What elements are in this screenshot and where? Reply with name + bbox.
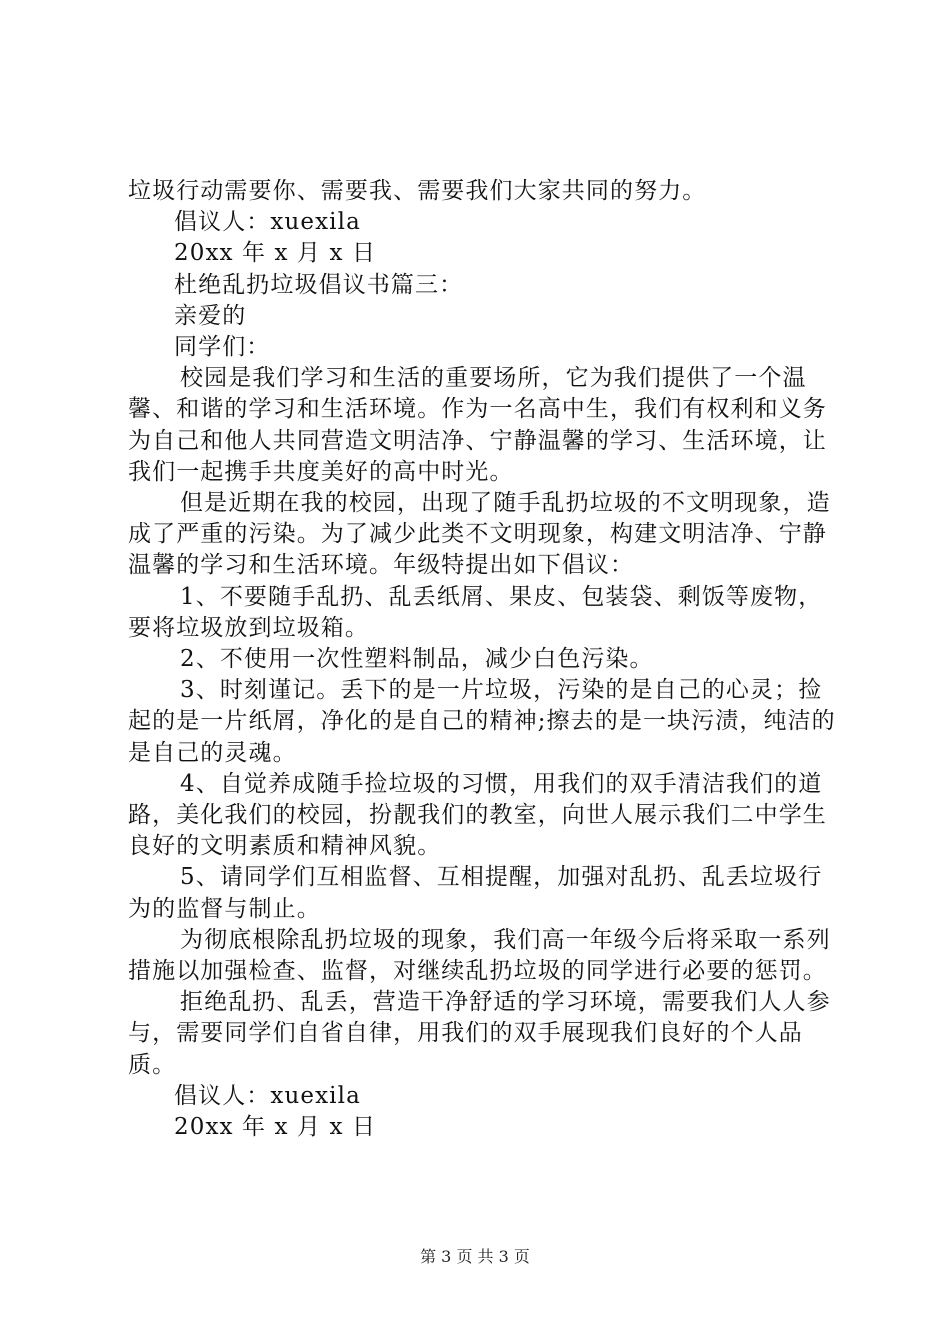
salutation-line: 同学们： (174, 334, 271, 361)
proposal-item: 4、自觉养成随手捡垃圾的习惯，用我们的双手清洁我们的道路，美化我们的校园，扮靓我们的教室，向世人展示我们二中学生良好的文明素质和精神风貌。 (128, 770, 827, 860)
proposal-item: 2、不使用一次性塑料制品，减少白色污染。 (180, 646, 654, 673)
proposal-item: 3、时刻谨记。丢下的是一片垃圾，污染的是自己的心灵；捡起的是一片纸屑，净化的是自己的精神;擦去的是一块污渍，纯洁的是自己的灵魂。 (128, 677, 836, 766)
paragraph-continuation: 垃圾行动需要你、需要我、需要我们大家共同的努力。 (128, 178, 707, 204)
date-line: 20xx 年 x 月 x 日 (174, 240, 377, 267)
initiator-line: 倡议人：xuexila (174, 209, 361, 236)
paragraph: 校园是我们学习和生活的重要场所，它为我们提供了一个温馨、和谐的学习和生活环境。作为一名高中生，我们有权利和义务为自己和他人共同营造文明洁净、宁静温馨的学习、生活环境，让我们一起携手共度美好的高中时光。 (128, 365, 827, 485)
proposal-item: 5、请同学们互相监督、互相提醒，加强对乱扔、乱丢垃圾行为的监督与制止。 (128, 864, 823, 922)
paragraph: 但是近期在我的校园，出现了随手乱扔垃圾的不文明现象，造成了严重的污染。为了减少此类不文明现象，构建文明洁净、宁静温馨的学习和生活环境。年级特提出如下倡议： (128, 490, 831, 579)
document-body (128, 176, 838, 1143)
proposal-item: 1、不要随手乱扔、乱丢纸屑、果皮、包装袋、剩饭等废物，要将垃圾放到垃圾箱。 (128, 583, 823, 641)
paragraph: 拒绝乱扔、乱丢，营造干净舒适的学习环境，需要我们人人参与，需要同学们自省自律，用我们的双手展现我们良好的个人品质。 (128, 989, 831, 1078)
section-title: 杜绝乱扔垃圾倡议书篇三： (174, 271, 464, 298)
initiator-line: 倡议人：xuexila (174, 1082, 361, 1109)
page-footer: 第 3 页 共 3 页 (420, 1247, 530, 1266)
date-line: 20xx 年 x 月 x 日 (174, 1114, 377, 1141)
paragraph: 为彻底根除乱扔垃圾的现象，我们高一年级今后将采取一系列措施以加强检查、监督，对继续乱扔垃圾的同学进行必要的惩罚。 (128, 926, 831, 985)
salutation-line: 亲爱的 (174, 302, 247, 329)
